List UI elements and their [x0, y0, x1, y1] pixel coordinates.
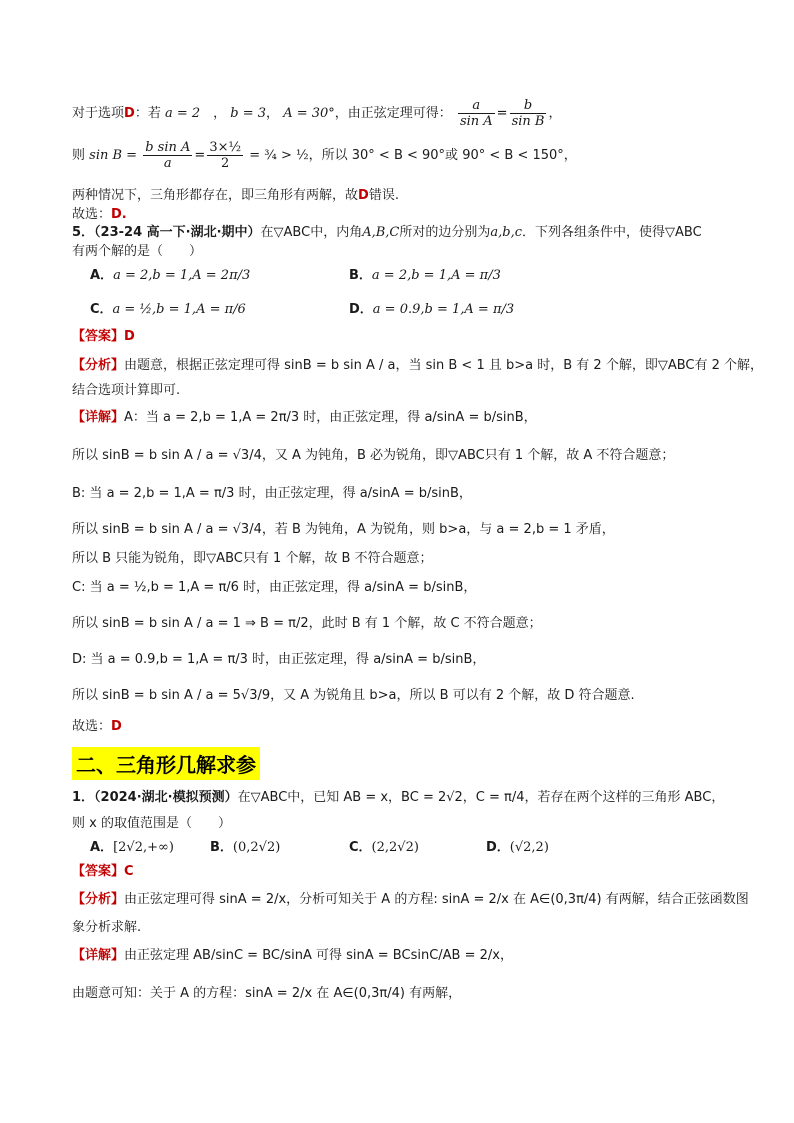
q1-option-b: B．(0,2√2) — [210, 840, 281, 855]
fraction-b-over-sinB: $\frac{b}{\text{sin B}}$ — [511, 98, 545, 129]
q5-stem-line1: 5．（23-24 高一下·湖北·期中）在▽ABC中，内角A,B,C所对的边分别为a,b,c．下列各组条件中，使得▽ABC — [72, 225, 702, 240]
q5-detail-d1: D: 当 a = 0.9,b = 1,A = π/3 时，由正弦定理，得 a/sinA = b/sinB， — [72, 652, 486, 667]
q5-detail-a2: 所以 sinB = b sin A / a = √3/4，又 A 为钝角，B 必为锐角，即▽ABC只有 1 个解，故 A 不符合题意； — [72, 448, 675, 463]
q1-analysis-line2: 象分析求解. — [72, 920, 142, 935]
fraction-3-half-over-2: $\frac{\text{3×½}}{2}$ — [209, 140, 242, 171]
q5-option-b: B．a = 2,b = 1,A = π/3 — [349, 268, 501, 283]
d-option-conclusion: 故选：D. — [72, 207, 127, 222]
q1-option-d: D．(√2,2) — [486, 840, 549, 855]
q5-detail-c1: C: 当 a = ½,b = 1,A = π/6 时，由正弦定理，得 a/sinA = b/sinB， — [72, 580, 477, 595]
q5-detail-a1: 【详解】A：当 a = 2,b = 1,A = 2π/3 时，由正弦定理，得 a/sinA = b/sinB， — [72, 410, 537, 425]
q5-detail-d2: 所以 sinB = b sin A / a = 5√3/9，又 A 为锐角且 b>a，所以 B 可以有 2 个解，故 D 符合题意. — [72, 688, 635, 703]
q5-option-a: A．a = 2,b = 1,A = 2π/3 — [90, 268, 251, 283]
d-option-line1: 对于选项D：若 a = 2 ， b = 3， A = 30°，由正弦定理可得： $\frac{a}{\text{sin A}}$ = $\frac{b}{\text{sin B}}$ ， — [72, 98, 562, 129]
q5-answer: 【答案】D — [72, 329, 135, 344]
q5-detail-b2: 所以 sinB = b sin A / a = √3/4，若 B 为钝角，A 为锐角，则 b>a，与 a = 2,b = 1 矛盾， — [72, 522, 615, 537]
q1-option-a: A．[2√2,+∞) — [90, 840, 174, 855]
fraction-a-over-sinA: $\frac{a}{\text{sin A}}$ — [459, 98, 493, 129]
section-heading: 二、三角形几解求参 — [72, 747, 260, 780]
q5-detail-b1: B: 当 a = 2,b = 1,A = π/3 时，由正弦定理，得 a/sinA = b/sinB， — [72, 486, 472, 501]
q5-option-d: D．a = 0.9,b = 1,A = π/3 — [349, 302, 515, 317]
q1-stem-line1: 1．（2024·湖北·模拟预测）在▽ABC中，已知 AB = x，BC = 2√2，C = π/4，若存在两个这样的三角形 ABC， — [72, 790, 725, 805]
fraction-bsinA-over-a: $\frac{\text{b sin A}}{a}$ — [145, 140, 191, 171]
q5-analysis-line1: 【分析】由题意，根据正弦定理可得 sinB = b sin A / a，当 sin B < 1 且 b>a 时，B 有 2 个解，即▽ABC有 2 个解， — [72, 358, 764, 373]
q1-detail-line1: 【详解】由正弦定理 AB/sinC = BC/sinA 可得 sinA = BCsinC/AB = 2/x， — [72, 948, 513, 963]
q5-final-answer: 故选：D — [72, 719, 122, 734]
d-option-line3: 两种情况下，三角形都存在，即三角形有两解，故D错误. — [72, 188, 399, 203]
q5-option-c: C．a = ½,b = 1,A = π/6 — [90, 302, 246, 317]
q5-stem-line2: 有两个解的是（ ） — [72, 244, 203, 259]
q1-answer: 【答案】C — [72, 864, 134, 879]
q5-detail-b3: 所以 B 只能为锐角，即▽ABC只有 1 个解，故 B 不符合题意； — [72, 551, 433, 566]
q1-analysis-line1: 【分析】由正弦定理可得 sinA = 2/x，分析可知关于 A 的方程: sinA = 2/x 在 A∈(0,3π/4) 有两解，结合正弦函数图 — [72, 892, 749, 907]
q5-detail-c2: 所以 sinB = b sin A / a = 1 ⇒ B = π/2，此时 B 有 1 个解，故 C 不符合题意； — [72, 616, 542, 631]
q1-option-c: C．(2,2√2) — [349, 840, 419, 855]
q1-detail-line2: 由题意可知：关于 A 的方程：sinA = 2/x 在 A∈(0,3π/4) 有两解， — [72, 986, 462, 1001]
q5-analysis-line2: 结合选项计算即可. — [72, 383, 181, 398]
d-option-line2: 则 sin B = $\frac{\text{b sin A}}{a}$ = $\frac{\text{3×½}}{2}$ = ¾ > ½，所以 30° < B < 90°或 90° < B < 150°， — [72, 140, 577, 171]
q1-stem-line2: 则 x 的取值范围是（ ） — [72, 816, 231, 831]
